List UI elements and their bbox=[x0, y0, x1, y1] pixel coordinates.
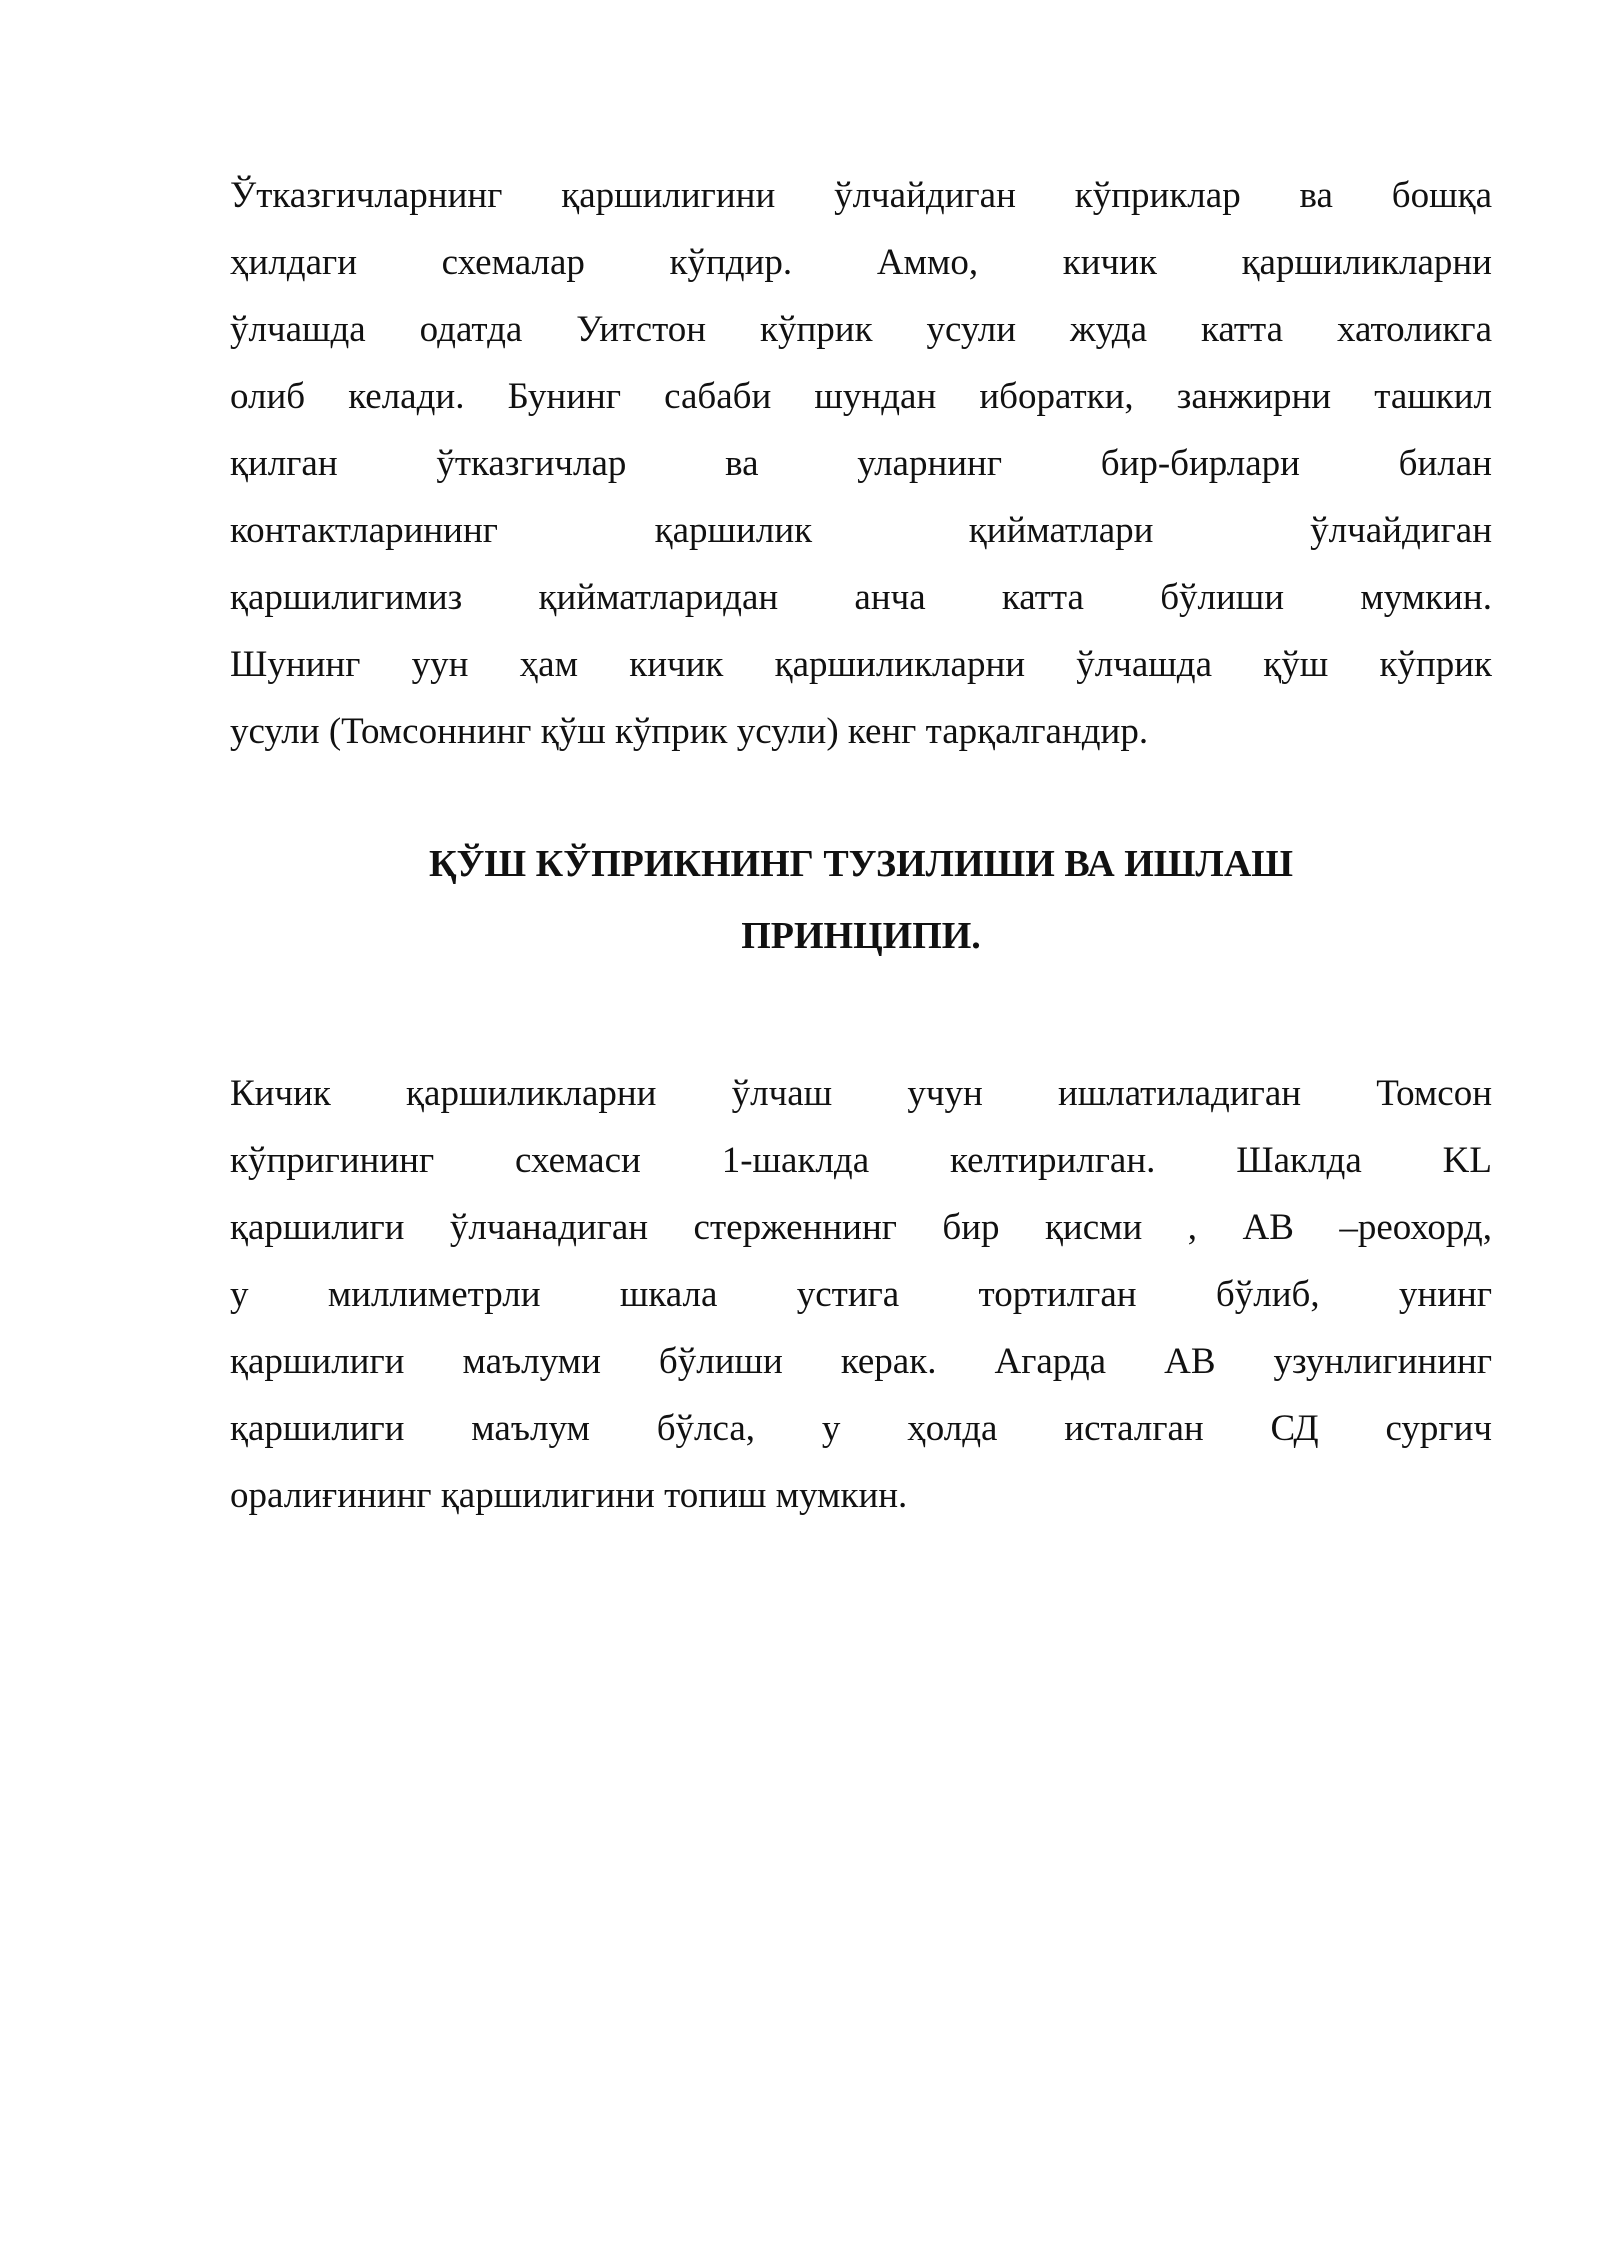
section-heading bbox=[230, 828, 1492, 972]
paragraph-line: Шунинг уун ҳам кичик қаршиликларни ўлчашда қўш кўприк bbox=[230, 644, 1492, 685]
paragraph-line: ўлчашда одатда Уитстон кўприк усули жуда катта хатоликга bbox=[230, 309, 1492, 350]
paragraph-line: қаршилиги маълум бўлса, у ҳолда исталган СД сургич bbox=[230, 1408, 1492, 1449]
intro-paragraph bbox=[230, 162, 1492, 765]
paragraph-line: қаршилигимиз қийматларидан анча катта бўлиши мумкин. bbox=[230, 577, 1492, 618]
body-paragraph bbox=[230, 1060, 1492, 1529]
paragraph-line: қаршилиги ўлчанадиган стерженнинг бир қисми , АВ –реохорд, bbox=[230, 1207, 1492, 1248]
paragraph-line: қилган ўтказгичлар ва уларнинг бир-бирлари билан bbox=[230, 443, 1492, 484]
paragraph-line: олиб келади. Бунинг сабаби шундан иборатки, занжирни ташкил bbox=[230, 376, 1492, 417]
paragraph-line: ҳилдаги схемалар кўпдир. Аммо, кичик қаршиликларни bbox=[230, 242, 1492, 283]
heading-line: ҚЎШ КЎПРИКНИНГ ТУЗИЛИШИ ВА ИШЛАШ bbox=[428, 843, 1294, 885]
paragraph-line: Кичик қаршиликларни ўлчаш учун ишлатиладиган Томсон bbox=[230, 1073, 1492, 1114]
paragraph-line: кўпригининг схемаси 1-шаклда келтирилган. Шаклда KL bbox=[230, 1140, 1492, 1181]
heading-line: ПРИНЦИПИ. bbox=[741, 915, 981, 957]
paragraph-line: у миллиметрли шкала устига тортилган бўлиб, унинг bbox=[230, 1274, 1492, 1315]
paragraph-line: Ўтказгичларнинг қаршилигини ўлчайдиган кўприклар ва бошқа bbox=[230, 175, 1492, 216]
paragraph-line: қаршилиги маълуми бўлиши керак. Агарда АВ узунлигининг bbox=[230, 1341, 1492, 1382]
paragraph-line: оралиғининг қаршилигини топиш мумкин. bbox=[230, 1475, 908, 1516]
paragraph-line: контактларининг қаршилик қийматлари ўлчайдиган bbox=[230, 510, 1492, 551]
paragraph-line: усули (Томсоннинг қўш кўприк усули) кенг тарқалгандир. bbox=[230, 711, 1149, 752]
